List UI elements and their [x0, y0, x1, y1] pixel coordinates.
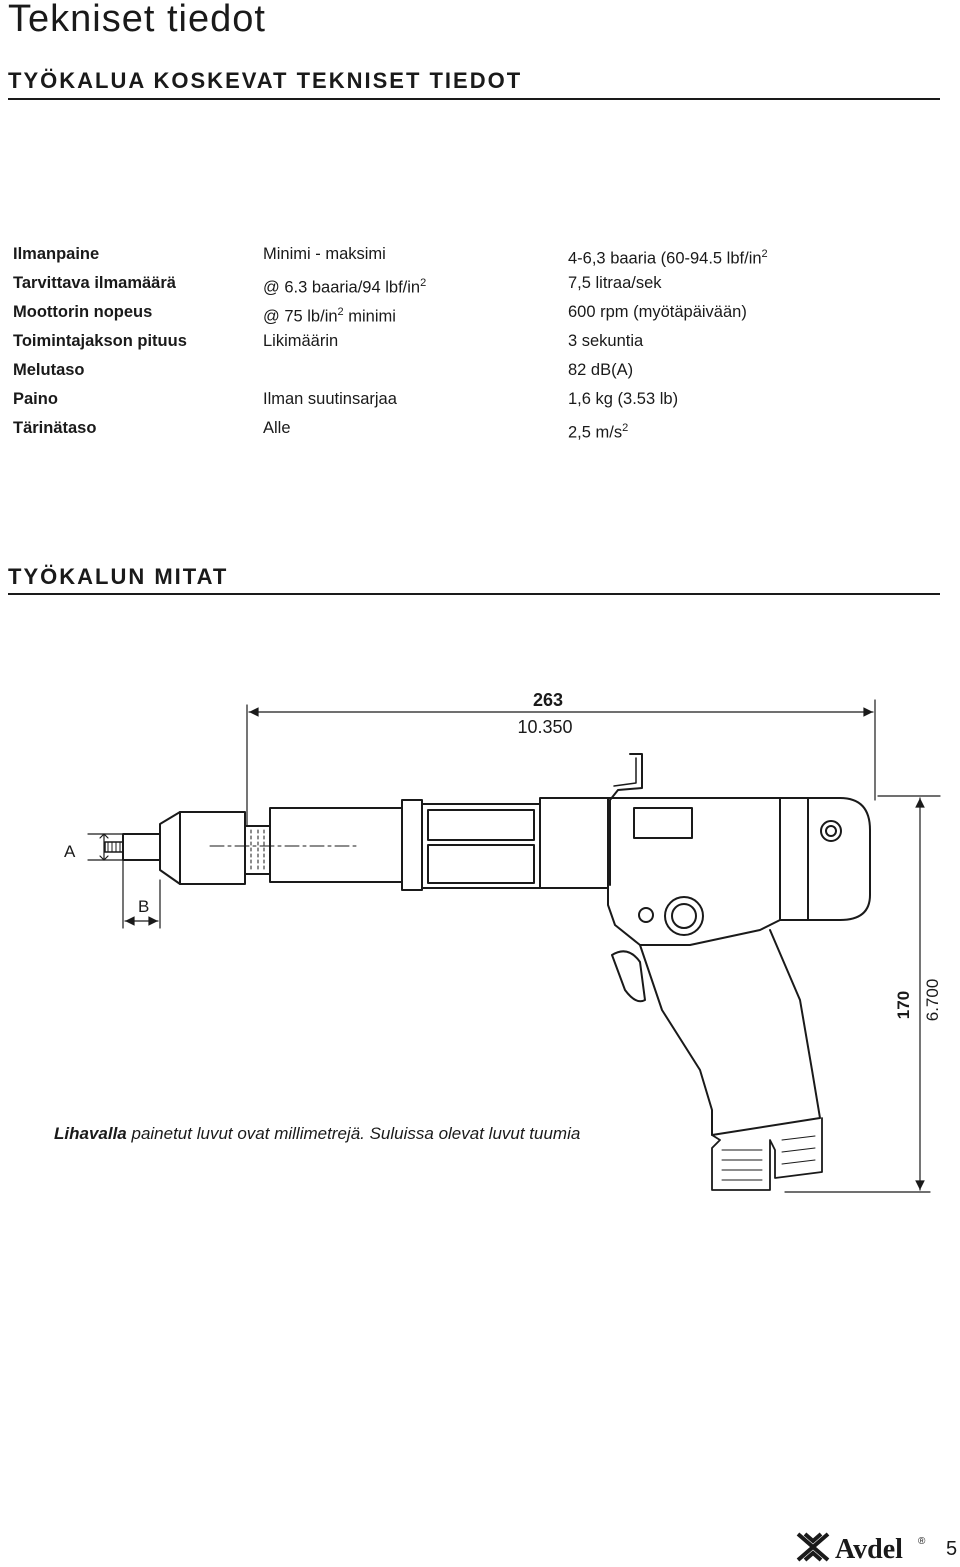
- avdel-logo-icon: [798, 1534, 828, 1560]
- b-label: B: [138, 897, 150, 916]
- spec-condition-tail: minimi: [343, 307, 396, 326]
- spec-label: Tärinätaso: [13, 419, 97, 437]
- spec-condition: Alle: [263, 419, 291, 437]
- length-mm-label: 263: [532, 690, 564, 710]
- spec-value: [568, 416, 628, 445]
- registered-mark: ®: [918, 1536, 926, 1547]
- specs-heading: TYÖKALUA KOSKEVAT TEKNISET TIEDOT: [8, 68, 523, 93]
- spec-label: Melutaso: [13, 361, 85, 379]
- spec-label: Moottorin nopeus: [13, 303, 153, 321]
- spec-label: Paino: [13, 390, 58, 408]
- a-label: A: [64, 842, 76, 861]
- height-in-label: 6.700: [923, 978, 942, 1022]
- spec-row: [13, 300, 913, 329]
- hanger-hook: [610, 754, 642, 885]
- superscript: 2: [337, 306, 344, 318]
- spec-condition-text: @ 6.3 baaria/94 lbf/in: [263, 278, 421, 297]
- spec-label: Toimintajakson pituus: [13, 332, 187, 350]
- spec-value: 3 sekuntia: [568, 332, 644, 350]
- superscript: 2: [761, 248, 768, 260]
- spec-value-text: 2,5 m/s: [568, 423, 623, 442]
- spec-value: 7,5 litraa/sek: [568, 274, 662, 292]
- spec-condition: [263, 300, 396, 329]
- spec-value: 600 rpm (myötäpäivään): [568, 303, 747, 321]
- spec-table: [13, 242, 913, 445]
- superscript: 2: [420, 277, 427, 289]
- caption-text: painetut luvut ovat millimetrejä. Suluissa olevat luvut tuumia: [126, 1124, 581, 1143]
- spec-label: Ilmanpaine: [13, 245, 100, 263]
- spec-value-text: 4-6,3 baaria (60-94.5 lbf/in: [568, 249, 762, 268]
- height-mm-label: 170: [894, 990, 913, 1020]
- spec-label: Tarvittava ilmamäärä: [13, 274, 176, 292]
- nose-assembly: [105, 812, 270, 884]
- avdel-wordmark: Avdel: [835, 1534, 903, 1564]
- page-title: Tekniset tiedot: [8, 0, 266, 40]
- spec-row: [13, 242, 913, 271]
- caption-bold: Lihavalla: [54, 1124, 127, 1143]
- spec-condition-text: @ 75 lb/in: [263, 307, 338, 326]
- spec-condition: Ilman suutinsarjaa: [263, 390, 397, 408]
- dimension-caption: [54, 1124, 580, 1144]
- dimensions-divider: [8, 593, 940, 595]
- spec-value: [568, 242, 768, 271]
- page-number: 5: [946, 1538, 958, 1560]
- dimensions-heading: TYÖKALUN MITAT: [8, 564, 229, 589]
- avdel-logo: [795, 1530, 935, 1564]
- tool-grip: [612, 930, 822, 1190]
- spec-row: [13, 358, 913, 387]
- length-in-label: 10.350: [517, 717, 573, 737]
- spec-row: [13, 271, 913, 300]
- tool-dimension-drawing: [0, 600, 960, 1200]
- spec-condition: Minimi - maksimi: [263, 245, 386, 263]
- spec-condition: Likimäärin: [263, 332, 339, 350]
- specs-divider: [8, 98, 940, 100]
- superscript: 2: [622, 422, 629, 434]
- tool-body: [540, 798, 870, 945]
- spec-condition: [263, 271, 426, 300]
- spec-value: 1,6 kg (3.53 lb): [568, 390, 679, 408]
- b-dimension: [123, 860, 160, 928]
- spec-row: [13, 416, 913, 445]
- spec-row: [13, 329, 913, 358]
- tool-barrel: [210, 800, 540, 890]
- spec-row: [13, 387, 913, 416]
- spec-value: 82 dB(A): [568, 361, 634, 379]
